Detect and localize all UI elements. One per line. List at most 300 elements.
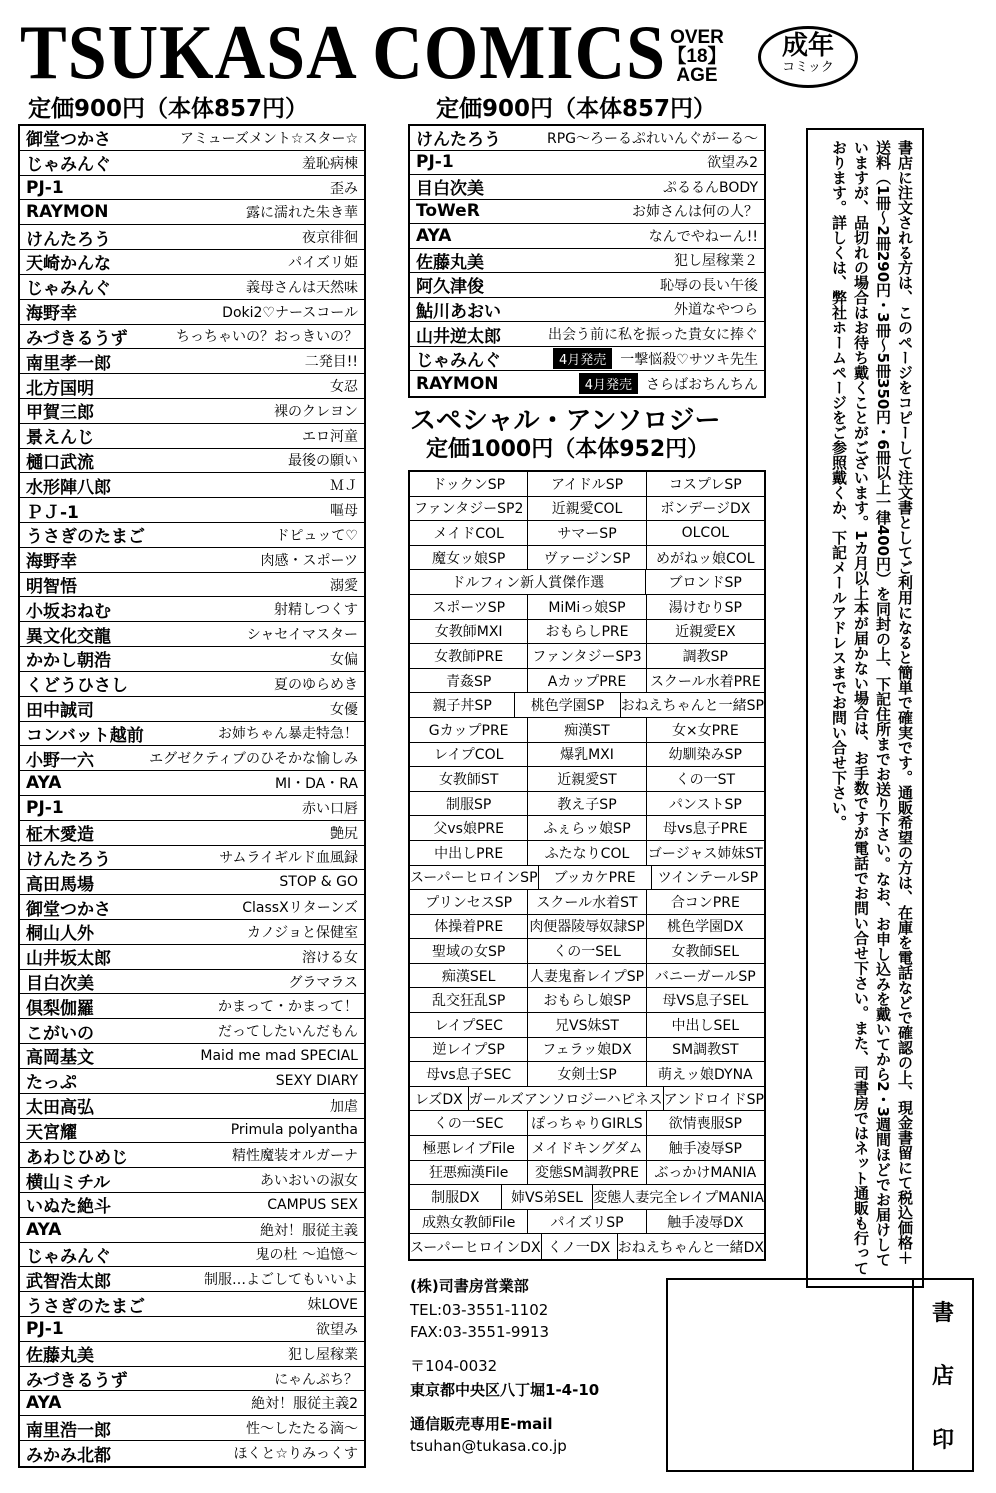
list-item xyxy=(20,1267,364,1292)
list-item xyxy=(20,449,364,474)
author-name: RAYMON xyxy=(26,202,109,223)
book-title: SEXY DIARY xyxy=(275,1072,358,1089)
author-name: 横山ミチル xyxy=(26,1172,111,1193)
book-title: 溺愛 xyxy=(330,577,358,594)
author-name: 桐山人外 xyxy=(26,924,94,945)
author-name: ＰＪ-1 xyxy=(26,502,79,523)
address: 東京都中央区八丁堀1-4-10 xyxy=(410,1381,600,1399)
anthology-title: ドルフィン新人賞傑作選 xyxy=(410,570,646,594)
anthology-title: 魔女ッ娘SP xyxy=(410,546,528,570)
list-item xyxy=(20,1168,364,1193)
anthology-title: くの一SEL xyxy=(528,939,646,963)
list-item xyxy=(20,1342,364,1367)
book-title: 絶対！服従主義 xyxy=(260,1222,358,1239)
anthology-title: めがねッ娘COL xyxy=(656,550,755,567)
grid-row xyxy=(410,767,764,792)
list-item xyxy=(20,821,364,846)
author-name: くどうひさし xyxy=(26,676,128,697)
anthology-title: レイプSEC xyxy=(410,1013,528,1037)
stamp-char: 店 xyxy=(931,1364,954,1390)
book-title: 肉感・スポーツ xyxy=(260,552,358,569)
list-item xyxy=(20,200,364,225)
list-item xyxy=(20,1391,364,1416)
book-title: Maid me mad SPECIAL xyxy=(200,1047,358,1064)
book-title: にゃんぷち？ xyxy=(274,1371,358,1388)
anthology-title: 母VS息子SEL xyxy=(662,993,749,1010)
anthology-title: 桃色学園SP xyxy=(515,693,620,717)
author-name: 甲賀三郎 xyxy=(26,403,94,424)
grid-row xyxy=(410,595,764,620)
list-item xyxy=(410,175,764,200)
anthology-title: 乱交狂乱SP xyxy=(410,988,528,1012)
grid-row xyxy=(410,915,764,940)
list-item xyxy=(20,1143,364,1168)
list-item xyxy=(20,622,364,647)
anthology-title: 触手凌辱SP xyxy=(668,1140,742,1157)
list-item xyxy=(410,126,764,151)
book-title: 犯し屋稼業 xyxy=(288,1346,358,1363)
list-item xyxy=(20,771,364,796)
author-name: かかし朝浩 xyxy=(26,651,111,672)
grid-row xyxy=(410,1185,764,1210)
anthology-title: ふたなりCOL xyxy=(528,841,646,865)
book-title: 女偏 xyxy=(330,651,358,668)
book-title: 外道なやつら xyxy=(674,302,758,319)
book-title: なんでやねーん!! xyxy=(648,228,758,245)
grid-row xyxy=(410,1111,764,1136)
anthology-title: 近親愛COL xyxy=(528,497,646,521)
special-title: スペシャル・アンソロジー xyxy=(410,406,721,436)
special-price: 定価1000円（本体952円） xyxy=(426,437,710,462)
anthology-title: 桃色学園DX xyxy=(667,919,744,936)
seinen-badge xyxy=(758,26,858,88)
author-name: 田中誠司 xyxy=(26,701,94,722)
grid-row xyxy=(410,644,764,669)
author-name: 樋口武流 xyxy=(26,452,94,473)
author-name: けんたろう xyxy=(26,229,111,250)
book-title: エロ河童 xyxy=(302,428,358,445)
book-title: 羞恥病棟 xyxy=(302,155,358,172)
grid-row xyxy=(410,521,764,546)
grid-row xyxy=(410,497,764,522)
book-title: 欲望み xyxy=(316,1321,358,1338)
anthology-title: 女教師PRE xyxy=(410,644,528,668)
list-item xyxy=(20,1218,364,1243)
author-name: うさぎのたまご xyxy=(26,1296,145,1317)
list-item xyxy=(20,1243,364,1268)
list-item xyxy=(410,273,764,298)
anthology-title: 教え子SP xyxy=(528,792,646,816)
anthology-title: 青姦SP xyxy=(410,669,528,693)
author-name: 北方国明 xyxy=(26,378,94,399)
anthology-title: ガールズアンソロジーハピネス xyxy=(469,1087,664,1111)
tel: TEL:03-3551-1102 xyxy=(410,1301,549,1319)
anthology-title: 近親愛ST xyxy=(528,767,646,791)
grid-row xyxy=(410,693,764,718)
list-item xyxy=(20,275,364,300)
anthology-title: コスプレSP xyxy=(668,476,742,493)
anthology-title: 成熟女教師File xyxy=(410,1210,528,1234)
book-title: だってしたいんだもん xyxy=(218,1024,358,1041)
anthology-title: ふぇらッ娘SP xyxy=(528,816,646,840)
author-name: 御堂つかさ xyxy=(26,899,111,920)
store-stamp-box xyxy=(666,1278,974,1472)
list-item xyxy=(20,225,364,250)
book-title: 恥辱の長い午後 xyxy=(660,277,758,294)
anthology-title: スクール水着PRE xyxy=(649,673,761,690)
anthology-title: 変態人妻完全レイプMANIA xyxy=(593,1190,764,1207)
anthology-title: ドックンSP xyxy=(410,472,528,496)
author-name: みづきるうず xyxy=(26,1371,128,1392)
list-item xyxy=(20,349,364,374)
book-title: 露に濡れた朱き華 xyxy=(246,205,358,222)
book-title: 二発目!! xyxy=(304,354,358,371)
author-name: AYA xyxy=(416,225,452,246)
anthology-title: 姉VS弟SEL xyxy=(502,1185,594,1209)
anthology-title: 体操着PRE xyxy=(410,915,528,939)
anthology-title: ゴージャス姉妹ST xyxy=(647,845,763,862)
company-name: (株)司書房営業部 xyxy=(410,1277,529,1295)
book-title: ちっちゃいの？おっきいの？ xyxy=(176,329,358,346)
grid-row xyxy=(410,669,764,694)
book-title: CAMPUS SEX xyxy=(267,1196,358,1213)
book-title: Doki2♡ナースコール xyxy=(222,304,358,321)
list-item xyxy=(20,722,364,747)
list-item xyxy=(410,347,764,372)
book-title: サムライギルド血風録 xyxy=(219,850,358,867)
author-name: 水形陣八郎 xyxy=(26,477,111,498)
book-title: 溶ける女 xyxy=(302,949,358,966)
anthology-title: メイドCOL xyxy=(410,521,528,545)
anthology-title: ぶっかけMANIA xyxy=(654,1165,757,1182)
author-name: けんたろう xyxy=(416,130,501,151)
age-text: AGE xyxy=(676,65,718,86)
author-name: 天宮耀 xyxy=(26,1122,77,1143)
list-item xyxy=(20,523,364,548)
list-item xyxy=(410,200,764,225)
anthology-title: 女教師SEL xyxy=(671,944,740,961)
anthology-title: プリンセスSP xyxy=(410,890,528,914)
book-title: 鬼の杜 ～追憶～ xyxy=(255,1247,358,1264)
author-name: じゃみんぐ xyxy=(26,155,111,176)
author-name: 目白次美 xyxy=(26,974,94,995)
anthology-title: 変態SM調教PRE xyxy=(528,1161,646,1185)
author-name: AYA xyxy=(26,773,62,794)
list-item xyxy=(20,895,364,920)
anthology-title: SM調教ST xyxy=(672,1042,739,1059)
list-item xyxy=(20,498,364,523)
anthology-title: 萌えッ娘DYNA xyxy=(658,1067,753,1084)
order-notice: 書店に注文される方は、このページをコピーして注文書としてご利用になると簡単で確実です。通販希望の方は、在庫を電話などで確認の上、現金書留にて税込価格＋送料（1冊～2冊290円・3冊～5冊350円・6冊以上一律400円）を同封の上、下記住所までお送り下さい。なお、お申し込みを戴いてから2・3週間ほどでお届けしていますが、品切れの場合はお待ち戴くことがございます。1カ月以上本が届かない場合は、お手数ですが電話でお問い合せ下さい。また、司書房ではネット通販も行っております。詳しくは、弊社ホームページをご参照戴くか、下記メールアドレスまでお問い合せ下さい。 xyxy=(806,128,924,1288)
anthology-title: ヴァージンSP xyxy=(528,546,646,570)
grid-row xyxy=(410,1038,764,1063)
price-left: 定価900円（本体857円） xyxy=(28,96,309,122)
list-item xyxy=(20,126,364,151)
anthology-title: GカップPRE xyxy=(410,718,528,742)
author-name: 小野一六 xyxy=(26,750,94,771)
list-item xyxy=(20,325,364,350)
release-badge: 4月発売 xyxy=(553,348,612,369)
anthology-title: 親子丼SP xyxy=(410,693,515,717)
grid-row xyxy=(410,792,764,817)
anthology-title: 狂悪痴漢File xyxy=(410,1161,528,1185)
anthology-title: フェラッ娘DX xyxy=(528,1038,646,1062)
list-item xyxy=(410,322,764,347)
book-title: 制服…よごしてもいいよ xyxy=(204,1272,358,1289)
author-name: じゃみんぐ xyxy=(416,351,501,372)
list-item xyxy=(410,249,764,274)
book-title: ドピュッて♡ xyxy=(275,527,358,544)
author-name: 天崎かんな xyxy=(26,254,111,275)
list-item xyxy=(20,697,364,722)
book-title: 出会う前に私を振った貴女に捧ぐ xyxy=(548,327,758,344)
list-item xyxy=(20,1069,364,1094)
anthology-title: 湯けむりSP xyxy=(668,599,742,616)
author-name: 武智浩太郎 xyxy=(26,1271,111,1292)
anthology-title: 母vs息子PRE xyxy=(663,821,748,838)
grid-row xyxy=(410,890,764,915)
anthology-title: レイプCOL xyxy=(410,743,528,767)
anthology-title: 欲情喪服SP xyxy=(668,1116,742,1133)
anthology-title: おねえちゃんと一緒DX xyxy=(617,1239,764,1256)
list-item xyxy=(410,371,764,396)
author-name: 山井坂太郎 xyxy=(26,949,111,970)
list-item xyxy=(20,1441,364,1466)
anthology-title: 女教師MXI xyxy=(410,620,528,644)
list-item xyxy=(20,250,364,275)
right-title-list xyxy=(408,124,766,398)
book-title: 艶尻 xyxy=(330,825,358,842)
book-title: 欲望み2 xyxy=(707,155,758,172)
grid-row xyxy=(410,841,764,866)
anthology-title: メイドキングダム xyxy=(528,1136,646,1160)
book-title: 性～したたる滴～ xyxy=(246,1421,358,1438)
list-item xyxy=(20,300,364,325)
author-name: 海野幸 xyxy=(26,552,77,573)
anthology-title: アイドルSP xyxy=(528,472,646,496)
book-title: 嘔母 xyxy=(330,503,358,520)
grid-row xyxy=(410,570,764,595)
list-item xyxy=(20,424,364,449)
list-item xyxy=(410,224,764,249)
author-name: 海野幸 xyxy=(26,304,77,325)
grid-row xyxy=(410,718,764,743)
anthology-title: サマーSP xyxy=(528,521,646,545)
anthology-title: 中出しPRE xyxy=(410,841,528,865)
grid-row xyxy=(410,1161,764,1186)
book-title: 加虐 xyxy=(330,1098,358,1115)
anthology-title: 女教師ST xyxy=(410,767,528,791)
grid-row xyxy=(410,1013,764,1038)
list-item xyxy=(20,796,364,821)
author-name: じゃみんぐ xyxy=(26,279,111,300)
list-item xyxy=(20,473,364,498)
anthology-title: ボンデージDX xyxy=(660,501,751,518)
anthology-title: AカップPRE xyxy=(528,669,646,693)
anthology-title: パイズリSP xyxy=(528,1210,646,1234)
seinen-text: 成年 xyxy=(781,31,834,61)
anthology-title: スポーツSP xyxy=(410,595,528,619)
author-name: 南里浩一郎 xyxy=(26,1420,111,1441)
grid-row xyxy=(410,1062,764,1087)
book-title: 犯し屋稼業２ xyxy=(674,253,758,270)
author-name: 異文化交龍 xyxy=(26,626,111,647)
list-item xyxy=(20,1317,364,1342)
list-item xyxy=(20,1292,364,1317)
anthology-title: ブロンドSP xyxy=(668,575,742,592)
author-name: 高田馬場 xyxy=(26,874,94,895)
list-item xyxy=(20,176,364,201)
stamp-char: 印 xyxy=(931,1427,954,1453)
list-item xyxy=(20,151,364,176)
list-item xyxy=(20,1019,364,1044)
anthology-title: レズDX xyxy=(410,1087,469,1111)
list-item xyxy=(20,1367,364,1392)
list-item xyxy=(20,1094,364,1119)
over-text: OVER xyxy=(670,27,724,48)
book-title: 最後の願い xyxy=(288,453,358,470)
eighteen-text: 【18】 xyxy=(667,46,727,67)
list-item xyxy=(20,672,364,697)
over18-mark xyxy=(652,28,742,85)
anthology-title: 父vs娘PRE xyxy=(410,816,528,840)
author-name: 倶梨伽羅 xyxy=(26,998,94,1019)
anthology-title: 調教SP xyxy=(682,648,728,665)
comic-text: コミック xyxy=(782,60,834,75)
author-name: 高岡基文 xyxy=(26,1048,94,1069)
author-name: 佐藤丸美 xyxy=(26,1346,94,1367)
author-name: 鮎川あおい xyxy=(416,301,501,322)
zip: 〒104-0032 xyxy=(410,1357,498,1375)
anthology-title: ファンタジーSP3 xyxy=(528,644,646,668)
list-item xyxy=(410,151,764,176)
anthology-title: パンストSP xyxy=(668,796,742,813)
anthology-title: 痴漢SEL xyxy=(410,964,528,988)
book-title: パイズリ姫 xyxy=(288,254,358,271)
list-item xyxy=(20,1119,364,1144)
list-item xyxy=(20,1193,364,1218)
book-title: 一撃悩殺♡サツキ先生 xyxy=(620,351,758,368)
anthology-title: おもらしPRE xyxy=(528,620,646,644)
anthology-title: 極悪レイプFile xyxy=(410,1136,528,1160)
book-title: MI・DA・RA xyxy=(274,776,358,793)
author-name: 小坂おねむ xyxy=(26,601,111,622)
list-item xyxy=(20,399,364,424)
book-title: 射精しつくす xyxy=(274,602,358,619)
anthology-title: MiMiっ娘SP xyxy=(528,595,646,619)
book-title: グラマラス xyxy=(288,974,358,991)
anthology-title: くノ一DX xyxy=(542,1234,618,1259)
book-title: Primula polyantha xyxy=(230,1122,358,1139)
book-title: ほくと☆りみっくす xyxy=(233,1446,358,1463)
anthology-title: 女剣士SP xyxy=(528,1062,646,1086)
author-name: こがいの xyxy=(26,1023,94,1044)
grid-row xyxy=(410,939,764,964)
author-name: 南里孝一郎 xyxy=(26,353,111,374)
anthology-title: ブッカケPRE xyxy=(539,866,652,890)
anthology-title: 兄VS妹ST xyxy=(528,1013,646,1037)
list-item xyxy=(20,945,364,970)
author-name: あわじひめじ xyxy=(26,1147,128,1168)
author-name: けんたろう xyxy=(26,849,111,870)
author-name: 柾木愛造 xyxy=(26,825,94,846)
book-title: お姉さんは何の人？ xyxy=(632,204,758,221)
book-title: 精性魔装オルガーナ xyxy=(232,1148,358,1165)
anthology-title: 近親愛EX xyxy=(675,624,736,641)
list-item xyxy=(20,573,364,598)
author-name: AYA xyxy=(26,1393,62,1414)
author-name: 太田高弘 xyxy=(26,1098,94,1119)
author-name: RAYMON xyxy=(416,373,499,394)
book-title: 赤い口唇 xyxy=(302,800,358,817)
author-name: みかみ北都 xyxy=(26,1445,111,1466)
book-title: ＭＪ xyxy=(330,478,358,495)
author-name: PJ-1 xyxy=(26,1318,64,1339)
author-name: 明智悟 xyxy=(26,577,77,598)
anthology-title: おねえちゃんと一緒SP xyxy=(620,698,764,715)
author-name: 山井逆太郎 xyxy=(416,326,501,347)
anthology-title: アンドロイドSP xyxy=(663,1091,764,1108)
author-name: ToWeR xyxy=(416,201,480,222)
author-name: PJ-1 xyxy=(416,152,454,173)
book-title: 女優 xyxy=(330,701,358,718)
book-title: あいおいの淑女 xyxy=(260,1173,358,1190)
anthology-title: 制服DX xyxy=(410,1185,502,1209)
brand-title: TSUKASA COMICS xyxy=(20,11,667,96)
list-item xyxy=(20,846,364,871)
list-item xyxy=(20,1044,364,1069)
anthology-title: 女×女PRE xyxy=(671,722,739,739)
anthology-title: ぽっちゃりGIRLS xyxy=(528,1111,646,1135)
anthology-title: 触手凌辱DX xyxy=(667,1214,744,1231)
grid-row xyxy=(410,988,764,1013)
mail: tsuhan@tukasa.co.jp xyxy=(410,1437,567,1455)
author-name: コンバット越前 xyxy=(26,725,144,746)
grid-row xyxy=(410,743,764,768)
author-name: みづきるうず xyxy=(26,328,128,349)
anthology-title: 人妻鬼畜レイプSP xyxy=(528,964,646,988)
book-title: かまって・かまって！ xyxy=(218,999,358,1016)
list-item xyxy=(20,597,364,622)
special-grid xyxy=(408,470,766,1261)
list-item xyxy=(20,970,364,995)
author-name: PJ-1 xyxy=(26,797,64,818)
author-name: じゃみんぐ xyxy=(26,1246,111,1267)
list-item xyxy=(410,298,764,323)
book-title: 裸のクレヨン xyxy=(274,403,358,420)
grid-row xyxy=(410,1234,764,1259)
price-right: 定価900円（本体857円） xyxy=(436,96,717,122)
anthology-title: スーパーヒロインSP xyxy=(410,866,539,890)
book-title: ClassXリターンズ xyxy=(242,900,358,917)
list-item xyxy=(20,746,364,771)
anthology-title: 爆乳MXI xyxy=(528,743,646,767)
left-title-list xyxy=(18,124,366,1468)
author-name: 阿久津俊 xyxy=(416,277,484,298)
grid-row xyxy=(410,620,764,645)
author-name: うさぎのたまご xyxy=(26,527,145,548)
anthology-title: 痴漢ST xyxy=(528,718,646,742)
book-title: お姉ちゃん暴走特急！ xyxy=(218,726,358,743)
author-name: PJ-1 xyxy=(26,177,64,198)
anthology-title: OLCOL xyxy=(681,524,730,541)
grid-row xyxy=(410,546,764,571)
anthology-title: ツインテールSP xyxy=(657,870,759,887)
anthology-title: 肉便器陵辱奴隷SP xyxy=(528,915,646,939)
grid-row xyxy=(410,1210,764,1235)
grid-row xyxy=(410,1136,764,1161)
anthology-title: 制服SP xyxy=(410,792,528,816)
